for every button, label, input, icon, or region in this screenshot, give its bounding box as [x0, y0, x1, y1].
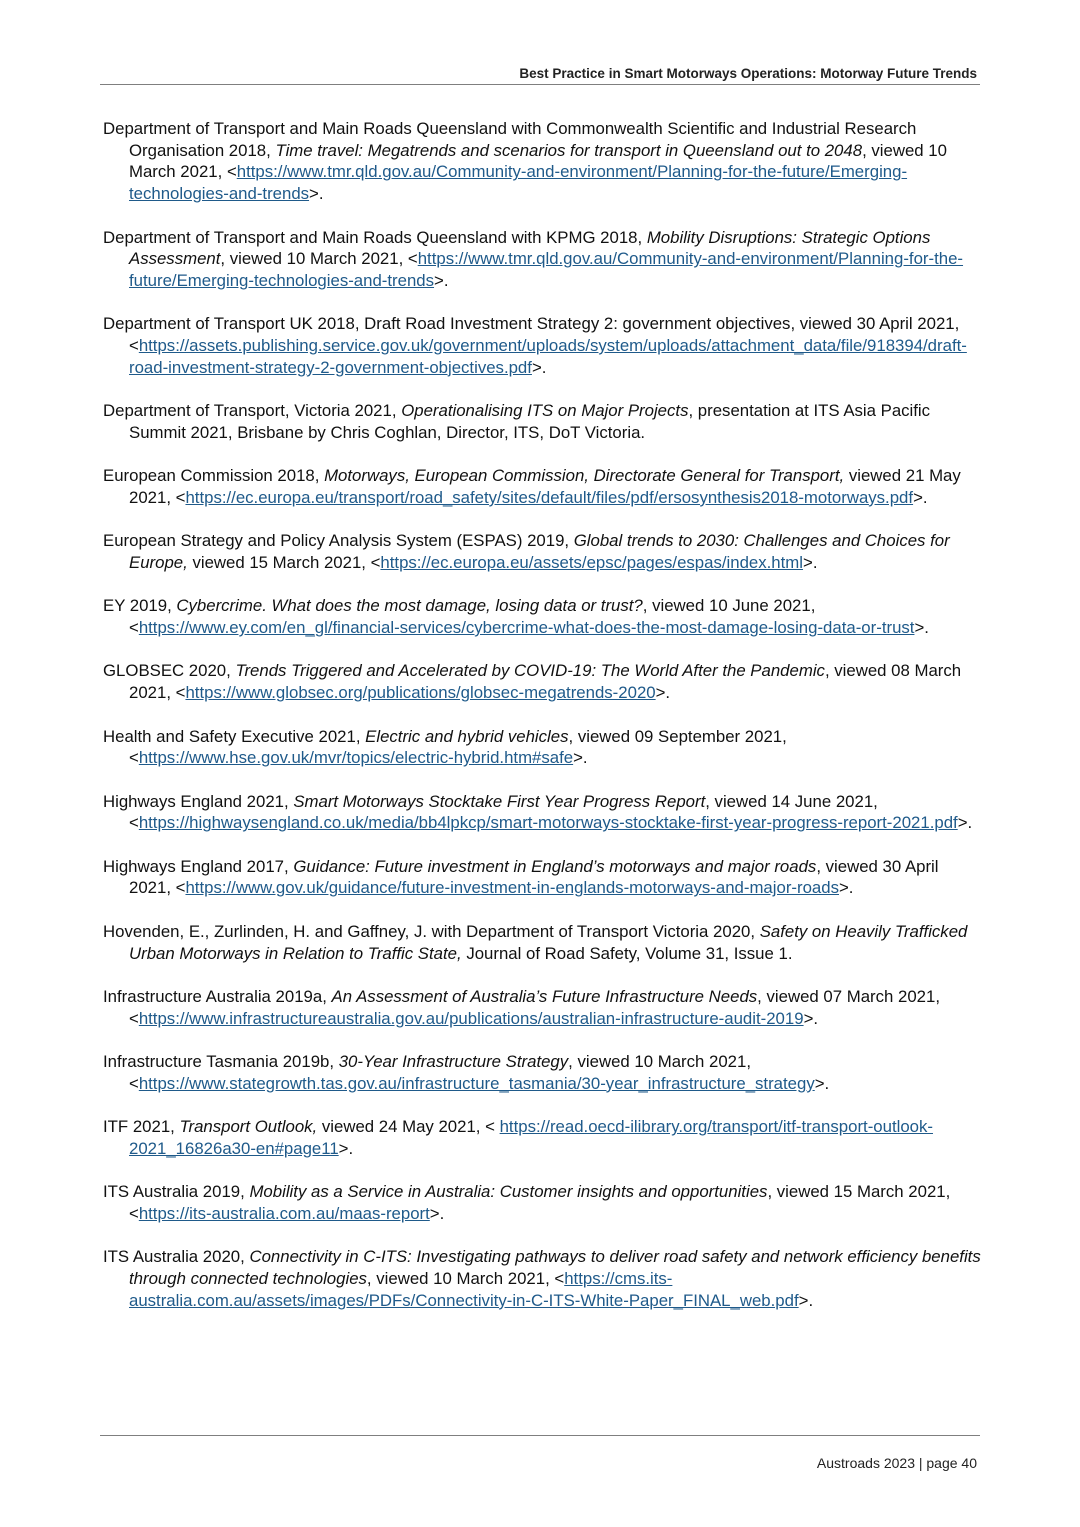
reference-title: Connectivity in C-ITS: Investigating pathways to deliver road safety and network efficiency benefits through connected technologies	[129, 1247, 981, 1289]
reference-text: >.	[655, 683, 671, 703]
reference-text: Department of Transport UK 2018, Draft Road Investment Strategy 2: government objectives, viewed 30 April 2021,	[103, 314, 960, 334]
reference-text: Hovenden, E., Zurlinden, H. and Gaffney, J. with Department of Transport Victoria 2020,	[103, 921, 760, 941]
reference-text: Health and Safety Executive 2021,	[103, 726, 366, 746]
reference-text: , viewed 10 June 2021, <	[129, 596, 816, 638]
reference-text: Highways England 2021,	[103, 791, 294, 811]
reference-text: Highways England 2017,	[103, 856, 294, 876]
reference-title: Mobility as a Service in Australia: Customer insights and opportunities	[249, 1182, 768, 1202]
reference-text: >.	[814, 1073, 830, 1093]
reference-title: Electric and hybrid vehicles	[365, 726, 569, 746]
reference-text: , viewed 09 September 2021, <	[129, 726, 787, 768]
reference-text: >.	[839, 878, 854, 898]
running-header: Best Practice in Smart Motorways Operations: Motorway Future Trends	[519, 66, 977, 81]
reference-text: GLOBSEC 2020,	[103, 661, 236, 681]
reference-link[interactable]: https://its-australia.com.au/maas-report	[138, 1203, 430, 1223]
reference-text: >.	[798, 1290, 814, 1310]
reference-entry	[103, 856, 983, 899]
reference-title: Operationalising ITS on Major Projects	[401, 401, 689, 421]
reference-link[interactable]: https://read.oecd-ilibrary.org/transport/itf-transport-outlook-2021_16826a30-en#page11	[129, 1117, 933, 1158]
reference-text: EY 2019,	[103, 596, 177, 616]
reference-text: >.	[429, 1203, 445, 1223]
reference-title: Guidance: Future investment in England’s motorways and major roads	[293, 856, 817, 876]
reference-entry	[103, 530, 983, 573]
reference-entry	[103, 1181, 983, 1224]
reference-text: , viewed 10 March 2021, <	[366, 1269, 565, 1289]
page-footer: Austroads 2023 | page 40	[816, 1455, 977, 1471]
reference-link[interactable]: https://www.ey.com/en_gl/financial-services/cybercrime-what-does-the-most-damage-losing-data-or-trust	[138, 618, 915, 638]
reference-title: Safety on Heavily Trafficked Urban Motorways in Relation to Traffic State,	[129, 921, 968, 963]
reference-text: >.	[913, 487, 928, 507]
reference-link[interactable]: https://www.globsec.org/publications/globsec-megatrends-2020	[185, 683, 656, 703]
reference-text: viewed 21 May 2021, <	[129, 466, 961, 507]
reference-link[interactable]: https://cms.its-australia.com.au/assets/images/PDFs/Connectivity-in-C-ITS-White-Paper_FINAL_web.pdf	[129, 1269, 799, 1310]
reference-link[interactable]: https://assets.publishing.service.gov.uk/government/uploads/system/uploads/attachment_data/file/918394/draft-road-investment-strategy-2-government-objectives.pdf	[129, 336, 967, 377]
reference-text: , viewed 07 March 2021, <	[129, 986, 941, 1028]
reference-text: viewed 15 March 2021, <	[187, 552, 381, 572]
reference-text: Department of Transport and Main Roads Queensland with KPMG 2018,	[103, 227, 647, 247]
reference-entry	[103, 313, 983, 378]
reference-text: >.	[803, 1008, 819, 1028]
reference-entry	[103, 1246, 983, 1311]
reference-text: >.	[531, 357, 547, 377]
reference-text: , viewed 10 March 2021, <	[129, 1052, 752, 1093]
reference-title: Mobility Disruptions: Strategic Options Assessment	[129, 227, 931, 269]
reference-text: ITS Australia 2019,	[103, 1182, 250, 1202]
reference-entry	[103, 227, 983, 292]
reference-text: , viewed 10 March 2021, <	[129, 140, 947, 182]
reference-text: Infrastructure Australia 2019a,	[103, 986, 332, 1006]
reference-text: ITS Australia 2020,	[103, 1247, 250, 1267]
reference-text: >.	[434, 270, 449, 290]
reference-entry	[103, 118, 983, 205]
reference-entry	[103, 791, 983, 834]
reference-text: >.	[338, 1138, 354, 1158]
reference-text: , viewed 10 March 2021, <	[220, 249, 418, 269]
reference-link[interactable]: https://www.tmr.qld.gov.au/Community-and-environment/Planning-for-the-future/Emerging-technologies-and-trends	[129, 249, 964, 290]
reference-text: ITF 2021,	[103, 1117, 180, 1137]
reference-entry	[103, 726, 983, 769]
reference-link[interactable]: https://www.gov.uk/guidance/future-investment-in-englands-motorways-and-major-roads	[185, 878, 839, 898]
reference-text: , viewed 08 March 2021, <	[129, 661, 962, 703]
reference-title: Cybercrime. What does the most damage, losing data or trust?	[176, 596, 643, 616]
reference-entry	[103, 921, 983, 964]
reference-text: >.	[957, 813, 973, 833]
reference-text: European Commission 2018,	[103, 466, 325, 486]
header-rule	[100, 84, 980, 85]
reference-text: >.	[914, 618, 929, 638]
reference-link[interactable]: https://highwaysengland.co.uk/media/bb4lpkcp/smart-motorways-stocktake-first-year-progress-report-2021.pdf	[138, 813, 958, 833]
reference-entry	[103, 986, 983, 1029]
reference-text: Infrastructure Tasmania 2019b,	[103, 1052, 339, 1072]
reference-title: Smart Motorways Stocktake First Year Progress Report	[293, 791, 706, 811]
reference-list	[103, 118, 983, 1333]
reference-entry	[103, 400, 983, 443]
reference-entry	[103, 1116, 983, 1159]
reference-link[interactable]: https://www.tmr.qld.gov.au/Community-and-environment/Planning-for-the-future/Emerging-technologies-and-trends	[129, 162, 908, 204]
reference-link[interactable]: https://www.infrastructureaustralia.gov.au/publications/australian-infrastructure-audit-2019	[138, 1008, 804, 1028]
reference-text: European Strategy and Policy Analysis System (ESPAS) 2019,	[103, 531, 574, 551]
reference-text: >.	[309, 184, 324, 204]
reference-title: Global trends to 2030: Challenges and Choices for Europe,	[129, 531, 950, 572]
reference-entry	[103, 465, 983, 508]
reference-text: viewed 24 May 2021, <	[317, 1117, 500, 1137]
reference-text: Journal of Road Safety, Volume 31, Issue 1.	[461, 943, 793, 963]
reference-title: Time travel: Megatrends and scenarios for transport in Queensland out to 2048	[275, 140, 863, 160]
reference-text: <	[129, 336, 139, 355]
footer-rule	[100, 1435, 980, 1436]
reference-text: , viewed 14 June 2021, <	[129, 791, 878, 833]
reference-text: >.	[803, 552, 818, 572]
reference-entry	[103, 595, 983, 638]
reference-link[interactable]: https://www.hse.gov.uk/mvr/topics/electric-hybrid.htm#safe	[138, 748, 574, 768]
reference-text: , viewed 30 April 2021, <	[129, 856, 939, 898]
reference-title: Transport Outlook,	[179, 1117, 318, 1137]
reference-title: 30-Year Infrastructure Strategy	[338, 1052, 569, 1072]
reference-title: Trends Triggered and Accelerated by COVID-19: The World After the Pandemic	[235, 661, 825, 681]
reference-text: Department of Transport and Main Roads Queensland with Commonwealth Scientific and Industrial Research Organisation 2018,	[103, 119, 917, 160]
reference-entry	[103, 1051, 983, 1094]
reference-text: Department of Transport, Victoria 2021,	[103, 401, 402, 421]
reference-title: Motorways, European Commission, Directorate General for Transport,	[324, 466, 845, 486]
reference-text: >.	[573, 748, 588, 768]
reference-title: An Assessment of Australia’s Future Infrastructure Needs	[331, 986, 758, 1006]
reference-text: , viewed 15 March 2021, <	[129, 1182, 951, 1223]
reference-link[interactable]: https://ec.europa.eu/transport/road_safety/sites/default/files/pdf/ersosynthesis2018-motorways.pdf	[185, 487, 914, 507]
reference-text: , presentation at ITS Asia Pacific Summit 2021, Brisbane by Chris Coghlan, Director, ITS, DoT Victoria.	[129, 401, 931, 442]
reference-entry	[103, 660, 983, 703]
reference-link[interactable]: https://ec.europa.eu/assets/epsc/pages/espas/index.html	[380, 552, 804, 572]
reference-link[interactable]: https://www.stategrowth.tas.gov.au/infrastructure_tasmania/30-year_infrastructure_strategy	[138, 1073, 815, 1093]
